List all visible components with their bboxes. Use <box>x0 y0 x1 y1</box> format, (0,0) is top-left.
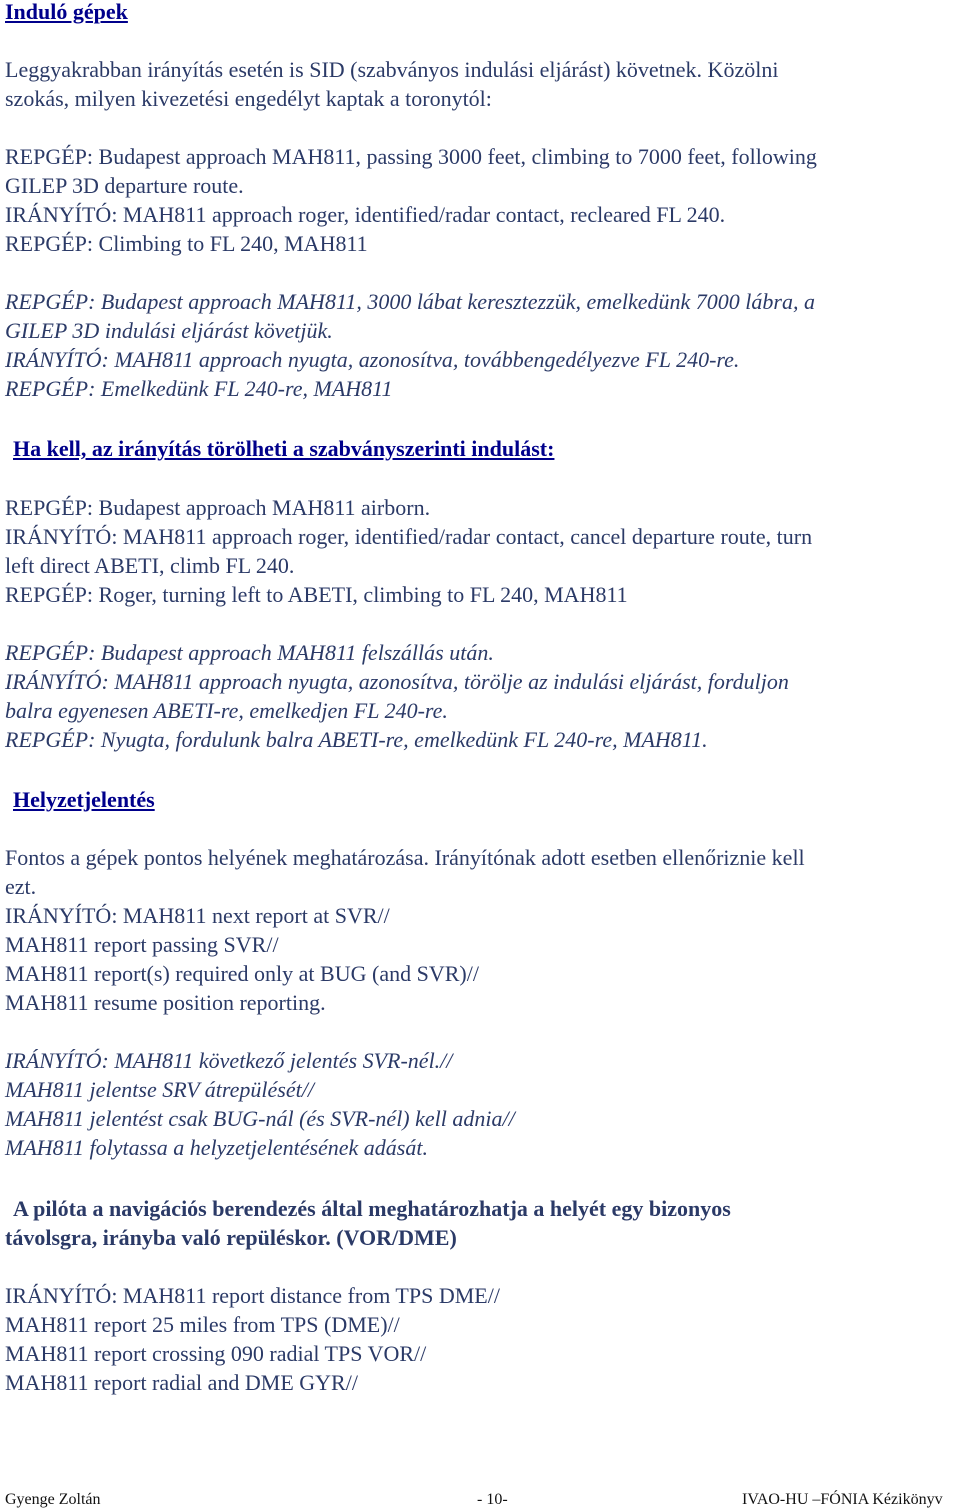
phrase-line: MAH811 report(s) required only at BUG (and SVR)// <box>5 961 479 986</box>
phrase-line-hu: MAH811 jelentést csak BUG-nál (és SVR-nél) kell adnia// <box>5 1106 515 1131</box>
phrase-line-hu: IRÁNYÍTÓ: MAH811 approach nyugta, azonosítva, törölje az indulási eljárást, forduljon <box>5 669 789 694</box>
phrase-line-hu: GILEP 3D indulási eljárást követjük. <box>5 318 333 343</box>
phrase-line-hu: MAH811 folytassa a helyzetjelentésének adását. <box>5 1135 428 1160</box>
footer-author: Gyenge Zoltán <box>5 1491 101 1508</box>
phrase-line-hu: MAH811 jelentse SRV átrepülését// <box>5 1077 314 1102</box>
phrase-line: MAH811 report passing SVR// <box>5 932 279 957</box>
phrase-line: REPGÉP: Budapest approach MAH811, passing 3000 feet, climbing to 7000 feet, following <box>5 144 817 169</box>
phrase-line: REPGÉP: Budapest approach MAH811 airborn. <box>5 495 431 520</box>
phrase-line: GILEP 3D departure route. <box>5 173 244 198</box>
phrase-line-hu: IRÁNYÍTÓ: MAH811 következő jelentés SVR-nél.// <box>5 1048 453 1073</box>
intro-line: Leggyakrabban irányítás esetén is SID (szabványos indulási eljárást) követnek. Közölni <box>5 57 779 82</box>
body-line: ezt. <box>5 874 37 899</box>
page-footer <box>0 1490 960 1510</box>
bold-paragraph-line: A pilóta a navigációs berendezés által meghatározhatja a helyét egy bizonyos <box>13 1196 731 1221</box>
heading-indulo-gepek[interactable]: Induló gépek <box>5 0 128 24</box>
phrase-line: IRÁNYÍTÓ: MAH811 report distance from TPS DME// <box>5 1283 500 1308</box>
phrase-line-hu: REPGÉP: Emelkedünk FL 240-re, MAH811 <box>5 376 393 401</box>
phrase-line: REPGÉP: Climbing to FL 240, MAH811 <box>5 231 368 256</box>
phrase-line: left direct ABETI, climb FL 240. <box>5 553 295 578</box>
body-line: Fontos a gépek pontos helyének meghatározása. Irányítónak adott esetben ellenőriznie kell <box>5 845 805 870</box>
bold-paragraph-line: távolsgra, irányba való repüléskor. (VOR/DME) <box>5 1225 457 1250</box>
phrase-line: MAH811 report radial and DME GYR// <box>5 1370 358 1395</box>
heading-helyzetjelentes[interactable]: Helyzetjelentés <box>13 787 155 812</box>
phrase-line: MAH811 report crossing 090 radial TPS VOR// <box>5 1341 427 1366</box>
phrase-line-hu: REPGÉP: Budapest approach MAH811 felszállás után. <box>5 640 494 665</box>
phrase-line: IRÁNYÍTÓ: MAH811 approach roger, identified/radar contact, cancel departure route, turn <box>5 524 813 549</box>
phrase-line: IRÁNYÍTÓ: MAH811 approach roger, identified/radar contact, recleared FL 240. <box>5 202 726 227</box>
footer-page-number: - 10- <box>477 1491 508 1508</box>
phrase-line: IRÁNYÍTÓ: MAH811 next report at SVR// <box>5 903 390 928</box>
heading-cancel-departure[interactable]: Ha kell, az irányítás törölheti a szabványszerinti indulást: <box>13 436 555 461</box>
phrase-line-hu: IRÁNYÍTÓ: MAH811 approach nyugta, azonosítva, továbbengedélyezve FL 240-re. <box>5 347 740 372</box>
phrase-line-hu: REPGÉP: Budapest approach MAH811, 3000 lábat keresztezzük, emelkedünk 7000 lábra, a <box>5 289 815 314</box>
phrase-line-hu: REPGÉP: Nyugta, fordulunk balra ABETI-re, emelkedünk FL 240-re, MAH811. <box>5 727 708 752</box>
phrase-line: MAH811 report 25 miles from TPS (DME)// <box>5 1312 400 1337</box>
footer-title: IVAO-HU –FÓNIA Kézikönyv <box>742 1491 943 1508</box>
phrase-line-hu: balra egyenesen ABETI-re, emelkedjen FL 240-re. <box>5 698 448 723</box>
intro-line: szokás, milyen kivezetési engedélyt kaptak a toronytól: <box>5 86 492 111</box>
phrase-line: MAH811 resume position reporting. <box>5 990 326 1015</box>
phrase-line: REPGÉP: Roger, turning left to ABETI, climbing to FL 240, MAH811 <box>5 582 628 607</box>
